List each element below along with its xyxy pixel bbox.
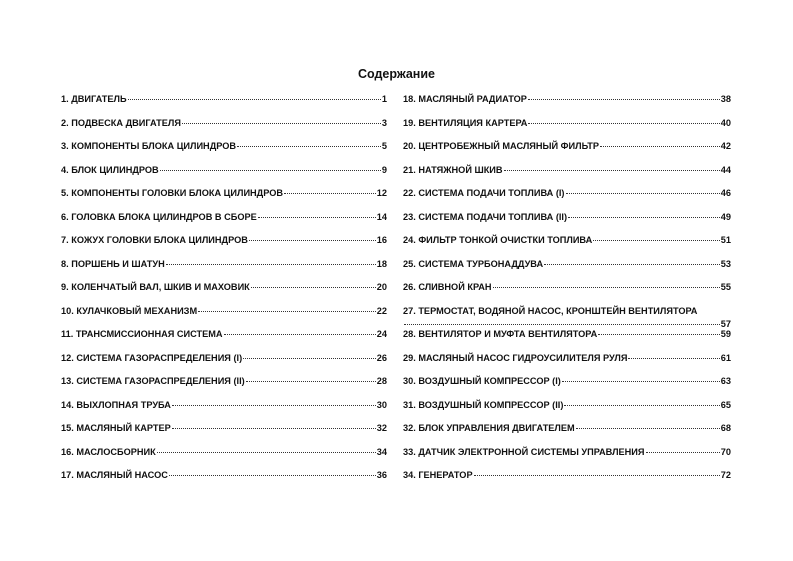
toc-entry[interactable] (403, 94, 731, 118)
toc-dot-leader (646, 452, 720, 453)
toc-entry[interactable] (403, 353, 731, 377)
toc-entry-label: 25. СИСТЕМА ТУРБОНАДДУВА (403, 258, 544, 269)
toc-entry-label: 12. СИСТЕМА ГАЗОРАСПРЕДЕЛЕНИЯ (I) (61, 352, 243, 363)
toc-entry-page: 32 (376, 423, 387, 433)
toc-entry-label: 17. МАСЛЯНЫЙ НАСОС (61, 470, 168, 480)
toc-dot-leader (628, 358, 719, 359)
toc-dot-leader (172, 405, 376, 406)
toc-entry[interactable] (61, 353, 387, 377)
toc-entry-label: 4. БЛОК ЦИЛИНДРОВ (61, 164, 159, 175)
toc-entry-page: 46 (720, 188, 731, 198)
toc-entry-page: 44 (720, 164, 731, 175)
toc-entry-label: 7. КОЖУХ ГОЛОВКИ БЛОКА ЦИЛИНДРОВ (61, 235, 248, 245)
toc-entry-page: 55 (720, 282, 731, 292)
toc-entry-label: 31. ВОЗДУШНЫЙ КОМПРЕССОР (II) (403, 399, 564, 410)
toc-entry[interactable] (403, 212, 731, 236)
toc-entry-page: 65 (720, 399, 731, 410)
toc-entry-label: 34. ГЕНЕРАТОР (403, 470, 473, 480)
toc-entry-label: 2. ПОДВЕСКА ДВИГАТЕЛЯ (61, 117, 181, 128)
toc-entry-page: 22 (376, 305, 387, 316)
toc-dot-leader (169, 475, 376, 476)
toc-entry-page: 72 (720, 470, 731, 480)
toc-entry[interactable] (61, 282, 387, 306)
toc-dot-leader (243, 358, 376, 359)
toc-entry-page: 28 (376, 376, 387, 386)
toc-dot-leader (166, 264, 376, 265)
toc-entry-page: 24 (376, 329, 387, 339)
toc-dot-leader (564, 405, 719, 406)
toc-dot-leader (528, 123, 719, 124)
toc-entry-label: 10. КУЛАЧКОВЫЙ МЕХАНИЗМ (61, 305, 198, 316)
toc-entry[interactable] (61, 376, 387, 400)
toc-dot-leader (568, 217, 720, 218)
toc-dot-leader (593, 240, 720, 241)
toc-entry-label: 13. СИСТЕМА ГАЗОРАСПРЕДЕЛЕНИЯ (II) (61, 376, 245, 386)
toc-entry-label: 23. СИСТЕМА ПОДАЧИ ТОПЛИВА (II) (403, 211, 568, 222)
toc-dot-leader (237, 146, 381, 147)
toc-entry-leader-line (403, 319, 731, 329)
toc-entry-page: 12 (376, 188, 387, 198)
toc-entry[interactable] (403, 259, 731, 283)
toc-entry-label: 5. КОМПОНЕНТЫ ГОЛОВКИ БЛОКА ЦИЛИНДРОВ (61, 188, 284, 198)
toc-dot-leader (544, 264, 720, 265)
toc-entry[interactable] (61, 400, 387, 424)
toc-entry[interactable] (61, 165, 387, 189)
toc-entry[interactable] (61, 94, 387, 118)
toc-entry[interactable] (403, 165, 731, 189)
toc-dot-leader (404, 324, 720, 325)
toc-entry-label: 9. КОЛЕНЧАТЫЙ ВАЛ, ШКИВ И МАХОВИК (61, 282, 250, 292)
toc-entry-label: 29. МАСЛЯНЫЙ НАСОС ГИДРОУСИЛИТЕЛЯ РУЛЯ (403, 352, 628, 363)
toc-entry[interactable] (403, 282, 731, 306)
toc-dot-leader (182, 123, 381, 124)
toc-entry[interactable] (403, 188, 731, 212)
toc-entry[interactable] (61, 212, 387, 236)
toc-entry-page: 61 (720, 352, 731, 363)
toc-entry-label: 30. ВОЗДУШНЫЙ КОМПРЕССОР (I) (403, 376, 561, 386)
toc-column-right (403, 94, 731, 494)
toc-entry[interactable] (403, 376, 731, 400)
toc-entry[interactable] (61, 470, 387, 494)
toc-entry-label: 26. СЛИВНОЙ КРАН (403, 282, 492, 292)
toc-entry-page: 68 (720, 423, 731, 433)
toc-entry-page: 20 (376, 282, 387, 292)
toc-entry[interactable] (403, 447, 731, 471)
toc-entry[interactable] (403, 118, 731, 142)
toc-entry-label: 28. ВЕНТИЛЯТОР И МУФТА ВЕНТИЛЯТОРА (403, 329, 598, 339)
toc-dot-leader (172, 428, 376, 429)
toc-dot-leader (528, 99, 720, 100)
toc-entry-page: 26 (376, 352, 387, 363)
toc-entry-page: 16 (376, 235, 387, 245)
toc-entry-page: 53 (720, 258, 731, 269)
toc-entry[interactable] (61, 329, 387, 353)
toc-dot-leader (600, 146, 720, 147)
toc-entry[interactable] (61, 259, 387, 283)
page-title: Содержание (357, 67, 435, 81)
toc-entry-label: 18. МАСЛЯНЫЙ РАДИАТОР (403, 94, 527, 104)
toc-entry-page: 34 (376, 446, 387, 457)
toc-entry[interactable] (403, 423, 731, 447)
toc-dot-leader (128, 99, 381, 100)
toc-entry-page: 3 (381, 117, 387, 128)
toc-entry-label: 24. ФИЛЬТР ТОНКОЙ ОЧИСТКИ ТОПЛИВА (403, 235, 593, 245)
toc-dot-leader (566, 193, 720, 194)
toc-dot-leader (562, 381, 720, 382)
toc-entry-label: 11. ТРАНСМИССИОННАЯ СИСТЕМА (61, 329, 223, 339)
toc-entry-label: 32. БЛОК УПРАВЛЕНИЯ ДВИГАТЕЛЕМ (403, 423, 575, 433)
toc-entry-page: 42 (720, 141, 731, 151)
toc-entry[interactable] (403, 329, 731, 353)
toc-dot-leader (284, 193, 376, 194)
toc-entry[interactable] (403, 400, 731, 424)
toc-entry-page: 18 (376, 258, 387, 269)
toc-entry-page: 63 (720, 376, 731, 386)
toc-entry-page: 30 (376, 399, 387, 410)
toc-entry[interactable] (61, 235, 387, 259)
toc-entry-page: 36 (376, 470, 387, 480)
toc-dot-leader (157, 452, 376, 453)
toc-entry-label: 21. НАТЯЖНОЙ ШКИВ (403, 164, 503, 175)
toc-dot-leader (198, 311, 376, 312)
toc-entry-label: 3. КОМПОНЕНТЫ БЛОКА ЦИЛИНДРОВ (61, 141, 237, 151)
toc-entry-label: 1. ДВИГАТЕЛЬ (61, 94, 127, 104)
toc-entry[interactable] (61, 118, 387, 142)
toc-dot-leader (246, 381, 376, 382)
toc-entry-page: 70 (720, 446, 731, 457)
toc-dot-leader (598, 334, 720, 335)
toc-entry-label: 16. МАСЛОСБОРНИК (61, 446, 156, 457)
toc-entry-page: 59 (720, 329, 731, 339)
toc-entry-page: 1 (381, 94, 387, 104)
toc-dot-leader (160, 170, 381, 171)
toc-entry-page: 9 (381, 164, 387, 175)
toc-column-left (61, 94, 387, 494)
toc-entry-label: 27. ТЕРМОСТАТ, ВОДЯНОЙ НАСОС, КРОНШТЕЙН ВЕНТИЛЯТОРА (403, 305, 698, 316)
toc-dot-leader (474, 475, 720, 476)
toc-entry-label: 20. ЦЕНТРОБЕЖНЫЙ МАСЛЯНЫЙ ФИЛЬТР (403, 141, 599, 151)
toc-entry[interactable] (403, 235, 731, 259)
toc-entry-label: 22. СИСТЕМА ПОДАЧИ ТОПЛИВА (I) (403, 188, 565, 198)
toc-dot-leader (493, 287, 720, 288)
toc-entry[interactable] (61, 447, 387, 471)
toc-entry-page: 51 (720, 235, 731, 245)
toc-entry[interactable] (403, 470, 731, 494)
toc-entry[interactable] (61, 141, 387, 165)
toc-entry[interactable] (403, 141, 731, 165)
toc-entry[interactable] (61, 306, 387, 330)
toc-dot-leader (224, 334, 376, 335)
toc-entry-label: 14. ВЫХЛОПНАЯ ТРУБА (61, 399, 171, 410)
toc-entry[interactable] (403, 306, 731, 330)
toc-entry-label: 33. ДАТЧИК ЭЛЕКТРОННОЙ СИСТЕМЫ УПРАВЛЕНИЯ (403, 446, 645, 457)
toc-dot-leader (504, 170, 720, 171)
toc-dot-leader (576, 428, 720, 429)
toc-entry-label: 6. ГОЛОВКА БЛОКА ЦИЛИНДРОВ В СБОРЕ (61, 211, 257, 222)
toc-entry-page: 40 (720, 117, 731, 128)
toc-entry-label: 8. ПОРШЕНЬ И ШАТУН (61, 258, 165, 269)
toc-dot-leader (249, 240, 376, 241)
toc-entry-page: 38 (720, 94, 731, 104)
toc-dot-leader (251, 287, 376, 288)
toc-entry-page: 5 (381, 141, 387, 151)
toc-entry-label: 19. ВЕНТИЛЯЦИЯ КАРТЕРА (403, 117, 528, 128)
toc-entry[interactable] (61, 188, 387, 212)
toc-entry-page: 14 (376, 211, 387, 222)
toc-dot-leader (258, 217, 376, 218)
toc-entry-page: 49 (720, 211, 731, 222)
toc-entry-page: 57 (720, 318, 731, 329)
toc-entry[interactable] (61, 423, 387, 447)
toc-entry-label: 15. МАСЛЯНЫЙ КАРТЕР (61, 423, 171, 433)
